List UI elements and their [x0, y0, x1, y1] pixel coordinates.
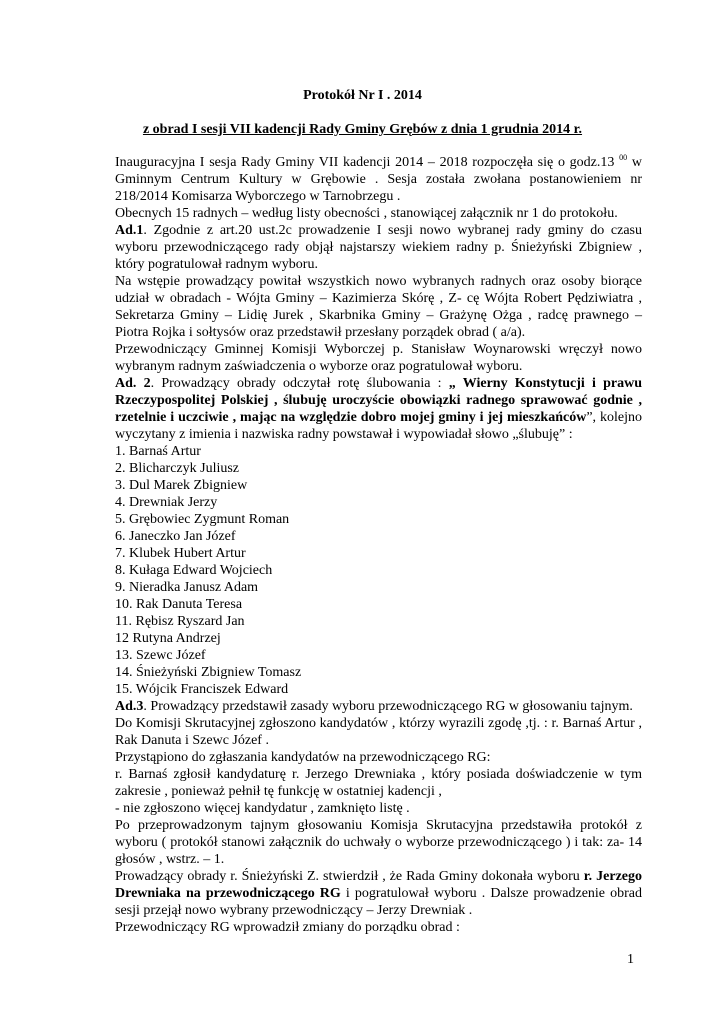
intro-text-a: Inauguracyjna I sesja Rady Gminy VII kadencji 2014 – 2018 rozpoczęła się o godz.13: [115, 155, 620, 170]
oath-text: „ Wierny Konstytucji i prawu Rzeczypospolitej Polskiej , ślubuję uroczyście obowiązki radnego sprawować godnie , rzetelnie i uczciwie , mając na względzie dobro mojej gminy i jej mieszkańców: [115, 376, 643, 425]
welcome-paragraph: Na wstępie prowadzący powitał wszystkich nowo wybranych radnych oraz osoby biorące udział w obradach - Wójta Gminy – Kazimierza Skórę , Z- cę Wójta Robert Pędziwiatra , Sekretarza Gminy – Lidię Jurek , Skarbnika Gminy – Grażynę Ożga , radcę prawnego – Piotra Rojka i sołtysów oraz przedstawił przesłany porządek obrad ( a/a).: [115, 274, 642, 340]
ad1-text: . Zgodnie z art.20 ust.2c prowadzenie I sesji nowo wybranej rady gminy do czasu wyboru przewodniczącego rady objął najstarszy wiekiem radny p. Śnieżyński Zbigniew , który pogratulował radnym wyboru.: [115, 223, 642, 272]
councillor-item: 11. Rębisz Ryszard Jan: [115, 614, 245, 629]
councillor-item: 8. Kułaga Edward Wojciech: [115, 563, 273, 578]
intro-text-b: w Gminnym Centrum Kultury w Grębowie . Sesja została zwołana postanowieniem nr 218/2014 Komisarza Wyborczego w Tarnobrzegu .: [115, 155, 642, 204]
count-commission-paragraph: Do Komisji Skrutacyjnej zgłoszono kandydatów , którzy wyrazili zgodę ,tj. : r. Barnaś Artur , Rak Danuta i Szewc Józef .: [115, 716, 642, 748]
councillor-item: 10. Rak Danuta Teresa: [115, 597, 243, 612]
result-text-b: i pogratulował wyboru . Dalsze prowadzenie obrad sesji przejął nowo wybrany przewodniczący – Jerzy Drewniak .: [115, 886, 643, 918]
no-more-candidates-paragraph: - nie zgłoszono więcej kandydatur , zamknięto listę .: [115, 801, 410, 816]
ad3-label: Ad.3: [115, 699, 144, 714]
councillor-item: 6. Janeczko Jan Józef: [115, 529, 236, 544]
protocol-title: Protokół Nr I . 2014: [303, 88, 422, 103]
commission-paragraph: Przewodniczący Gminnej Komisji Wyborczej p. Stanisław Woynarowski wręczył nowo wybranym radnym zaświadczenia o wyborze oraz pogratulował wyboru.: [115, 342, 642, 374]
page-number: 1: [627, 952, 634, 967]
councillor-item: 14. Śnieżyński Zbigniew Tomasz: [115, 665, 302, 680]
councillor-item: 4. Drewniak Jerzy: [115, 495, 218, 510]
nominations-paragraph: Przystąpiono do zgłaszania kandydatów na przewodniczącego RG:: [115, 750, 491, 765]
nomination-detail-paragraph: r. Barnaś zgłosił kandydaturę r. Jerzego Drewniaka , który posiada doświadczenie w tym zakresie , ponieważ pełnił tę funkcję w ostatniej kadencji ,: [115, 767, 642, 799]
intro-paragraph: [115, 154, 642, 205]
councillor-item: 2. Blicharczyk Juliusz: [115, 461, 240, 476]
protocol-body: [115, 154, 642, 936]
councillor-item: 12 Rutyna Andrzej: [115, 631, 221, 646]
intro-time-superscript: 00: [619, 153, 628, 162]
ad2-label: Ad. 2: [115, 376, 151, 391]
councillor-item: 3. Dul Marek Zbigniew: [115, 478, 248, 493]
protocol-subtitle: z obrad I sesji VII kadencji Rady Gminy Grębów z dnia 1 grudnia 2014 r.: [142, 122, 583, 137]
ad2-text-a: . Prowadzący obrady odczytał rotę ślubowania :: [150, 376, 449, 391]
attendance-paragraph: Obecnych 15 radnych – według listy obecności , stanowiącej załącznik nr 1 do protokołu.: [115, 206, 618, 221]
result-paragraph: [115, 868, 642, 919]
councillor-item: 15. Wójcik Franciszek Edward: [115, 682, 289, 697]
vote-paragraph: Po przeprowadzonym tajnym głosowaniu Komisja Skrutacyjna przedstawiła protokół z wyboru ( protokół stanowi załącznik do uchwały o wyborze przewodniczącego ) i tak: za- 14 głosów , wstrz. – 1.: [115, 818, 642, 867]
ad2-paragraph: [115, 375, 642, 443]
councillor-list: [115, 443, 642, 698]
agenda-paragraph: Przewodniczący RG wprowadził zmiany do porządku obrad :: [115, 920, 460, 935]
ad1-paragraph: [115, 222, 642, 273]
ad3-text: . Prowadzący przedstawił zasady wyboru przewodniczącego RG w głosowaniu tajnym.: [143, 699, 633, 714]
ad2-text-b: ”, kolejno wyczytany z imienia i nazwiska radny powstawał i wypowiadał słowo „ślubuję” :: [115, 410, 642, 442]
result-text-a: Prowadzący obrady r. Śnieżyński Z. stwierdził , że Rada Gminy dokonała wyboru: [115, 869, 584, 884]
councillor-item: 5. Grębowiec Zygmunt Roman: [115, 512, 290, 527]
councillor-item: 7. Klubek Hubert Artur: [115, 546, 246, 561]
councillor-item: 13. Szewc Józef: [115, 648, 206, 663]
councillor-item: 1. Barnaś Artur: [115, 444, 201, 459]
elected-chair: r. Jerzego Drewniaka na przewodniczącego RG: [115, 869, 642, 901]
ad1-label: Ad.1: [115, 223, 144, 238]
ad3-paragraph: [115, 698, 642, 715]
councillor-item: 9. Nieradka Janusz Adam: [115, 580, 259, 595]
